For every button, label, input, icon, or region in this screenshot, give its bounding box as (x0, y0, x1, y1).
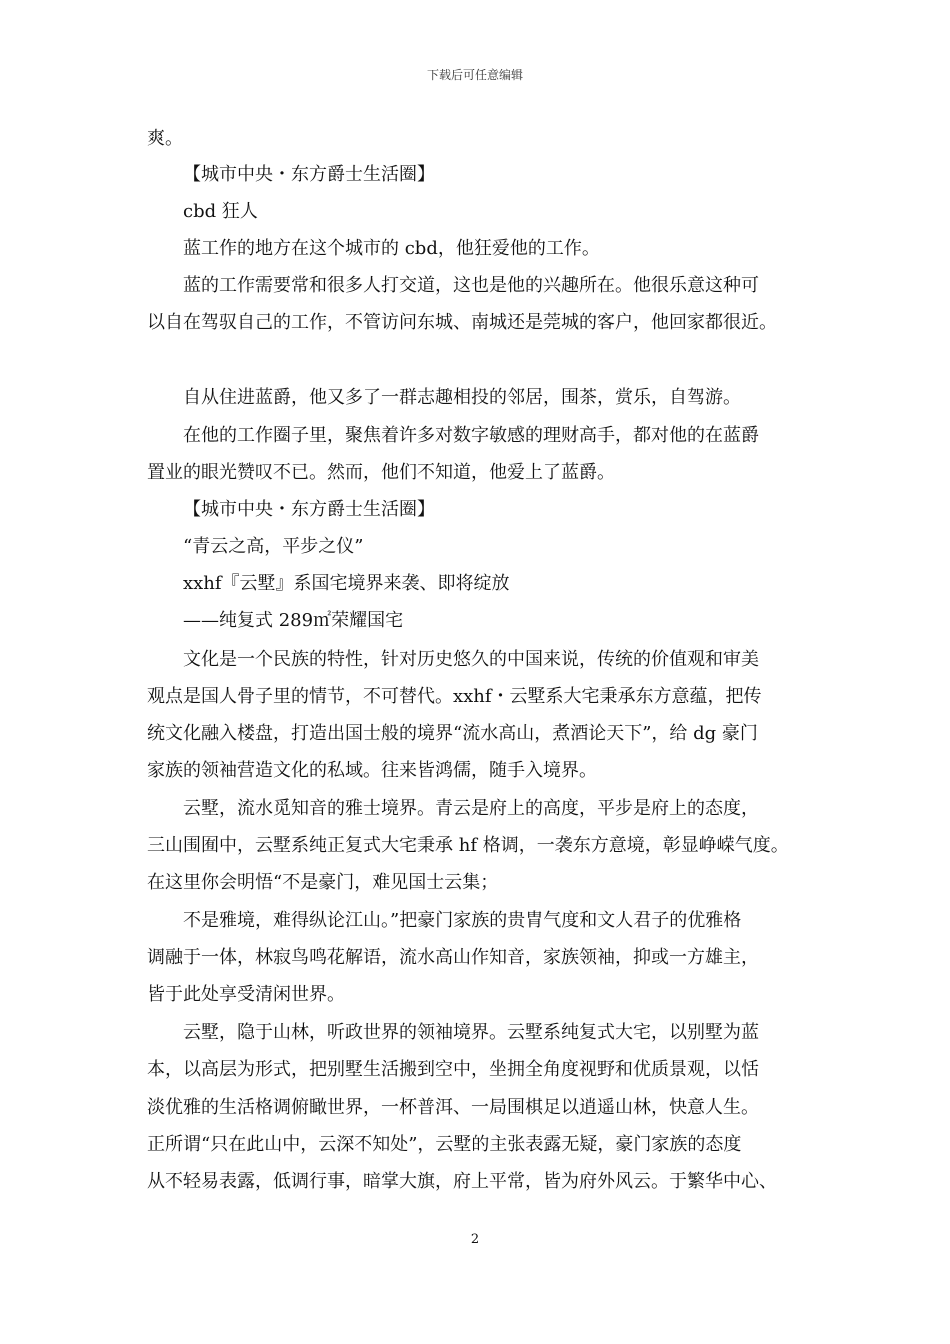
page-header: 下载后可任意编辑 (426, 68, 523, 82)
text-line: 统文化融入楼盘，打造出国士般的境界“流水高山，煮酒论天下”，给 dg 豪门 (147, 723, 758, 744)
text-line: “青云之高，平步之仪” (183, 536, 364, 557)
text-line: 自从住进蓝爵，他又多了一群志趣相投的邻居，围茶，赏乐，自驾游。 (183, 387, 741, 408)
text-line: 调融于一体，林寂鸟鸣花解语，流水高山作知音，家族领袖，抑或一方雄主， (147, 947, 759, 968)
text-line: 家族的领袖营造文化的私域。往来皆鸿儒，随手入境界。 (147, 760, 597, 781)
text-line: 文化是一个民族的特性，针对历史悠久的中国来说，传统的价值观和审美 (183, 649, 759, 670)
text-line: 云墅，流水觅知音的雅士境界。青云是府上的高度，平步是府上的态度， (183, 798, 759, 819)
text-line: 正所谓“只在此山中，云深不知处”，云墅的主张表露无疑，豪门家族的态度 (147, 1134, 742, 1155)
text-line: 淡优雅的生活格调俯瞰世界，一杯普洱、一局围棋足以逍遥山林，快意人生。 (147, 1097, 759, 1118)
text-line: 观点是国人骨子里的情节，不可替代。xxhf・云墅系大宅秉承东方意蕴，把传 (147, 686, 762, 707)
text-line: 三山围囿中，云墅系纯正复式大宅秉承 hf 格调，一袭东方意境，彰显峥嵘气度。 (147, 835, 789, 856)
text-line: ——纯复式 289㎡荣耀国宅 (183, 610, 404, 631)
text-line: 蓝的工作需要常和很多人打交道，这也是他的兴趣所在。他很乐意这种可 (183, 275, 759, 296)
text-line: 置业的眼光赞叹不已。然而，他们不知道，他爱上了蓝爵。 (147, 462, 615, 483)
text-line: 在他的工作圈子里，聚焦着许多对数字敏感的理财高手，都对他的在蓝爵 (183, 425, 759, 446)
page-number: 2 (470, 1232, 480, 1247)
text-line: 蓝工作的地方在这个城市的 cbd，他狂爱他的工作。 (183, 238, 600, 259)
text-line: xxhf『云墅』系国宅境界来袭、即将绽放 (183, 573, 510, 594)
section-heading: 【城市中央・东方爵士生活圈】 (183, 164, 435, 185)
text-line: 在这里你会明悟“不是豪门，难见国士云集； (147, 872, 499, 893)
text-line: 不是雅境，难得纵论江山。”把豪门家族的贵胄气度和文人君子的优雅格 (183, 910, 742, 931)
text-line: cbd 狂人 (183, 201, 258, 222)
text-line: 云墅，隐于山林，听政世界的领袖境界。云墅系纯复式大宅，以别墅为蓝 (183, 1022, 759, 1043)
text-line: 爽。 (147, 128, 183, 149)
section-heading: 【城市中央・东方爵士生活圈】 (183, 499, 435, 520)
text-line: 皆于此处享受清闲世界。 (147, 984, 345, 1005)
text-line: 以自在驾驭自己的工作，不管访问东城、南城还是莞城的客户，他回家都很近。 (147, 312, 777, 333)
text-line: 从不轻易表露，低调行事，暗掌大旗，府上平常，皆为府外风云。于繁华中心、 (147, 1171, 777, 1192)
text-line: 本，以高层为形式，把别墅生活搬到空中，坐拥全角度视野和优质景观，以恬 (147, 1059, 759, 1080)
